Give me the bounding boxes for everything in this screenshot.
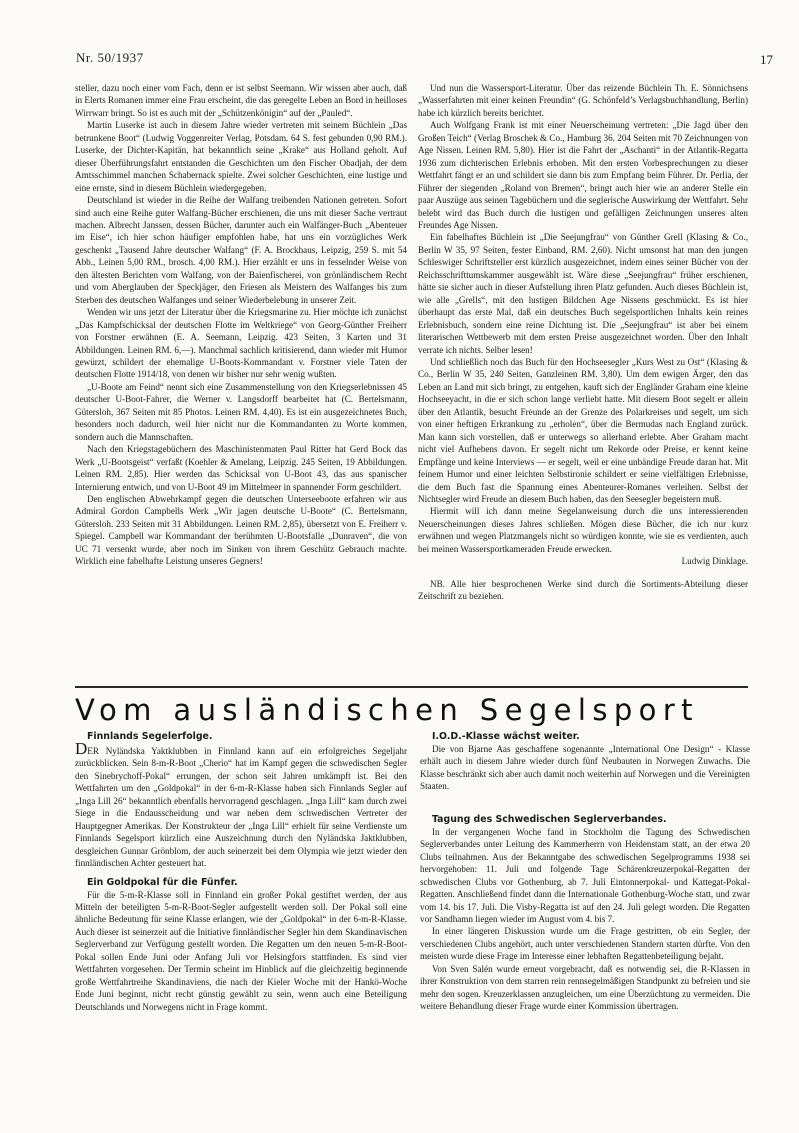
paragraph: Wenden wir uns jetzt der Literatur über die Kriegsmarine zu. Hier möchte ich zunächst „Das Kampfschicksal der deutschen Flotte im Weltkriege“ von Georg-Günther Freiherr von Forstner erwähnen (E. A. Seemann, Leipzig. 423 Seiten, 3 Karten und 31 Abbildungen. Leinen RM. 6,—). Manchmal sachlich kritisierend, dann wieder mit Humor gewürzt, schildert der ehemalige U-Boots-Kommandant v. Forstner viele Taten der deutschen Flotte 1914/18, von denen wir bisher nur sehr wenig wußten. [75,307,407,380]
issue-number: Nr. 50/1937 [76,50,144,65]
section-divider [75,686,748,688]
book-review-column-left [75,82,407,568]
author-signature: Ludwig Dinklage. [681,556,748,567]
paragraph: Und schließlich noch das Buch für den Hochseesegler „Kurs West zu Ost“ (Klasing & Co., Berlin W 35, 240 Seiten, Ganzleinen RM. 3,80). Um dem ewigen Ärger, den das Leben an Land mit sich bringt, zu entgehen, kauft sich der Engländer Graham eine kleine Hochseeyacht, in die er sich schon lange verliebt hatte. Mit diesem Boot segelt er allein über den Atlantik, besucht Freunde an der Grenze des Polarkreises und segelt, um sich von einer heftigen Erkrankung zu „erholen“, über die Bermudas nach England zurück. Man kann sich vorstellen, daß er unterwegs so allerhand erlebte. Aber Graham macht nicht viel Aufhebens davon. Er segelt nicht um Rekorde oder Preise, er kennt keine Empfänge und keine Interviews — er segelt, weil er eine unbändige Freude daran hat. Mit feinem Humor und einer leichten Selbstironie schildert er seine vielfältigen Erlebnisse, die dem Buch fast die Spannung eines Abenteurer-Romanes verleihen. Selbst der Nichtsegler wird Freude an diesem Buch haben, das den Seesegler begeistern muß. [418,356,748,504]
paragraph: Deutschland ist wieder in die Reihe der Walfang treibenden Nationen getreten. Sofort sind auch eine Reihe guter Walfang-Bücher erschienen, die uns mit dieser Sache vertraut machen. Albrecht Janssen, dessen Bücher, darunter auch ein Walfänger-Buch „Abenteuer im Eise“, ich hier schon häufiger empfohlen habe, hat uns ein vorzügliches Werk geschenkt „Tausend Jahre deutscher Walfang“ (F. A. Brockhaus, Leipzig, 259 S. mit 54 Abb., Leinen 5,00 RM., brosch. 4,00 RM.). Hier erzählt er uns in fesselnder Weise von den ältesten Berichten vom Walfang, von der Baienfischerei, von grönländischem Recht und vom Aberglauben der Speckjäger, den Friesen als Meistern des Walfanges bis zum Sterben des deutschen Walfanges und seiner Wiederbelebung in unserer Zeit. [75,195,407,305]
paragraph: Für die 5-m-R-Klasse soll in Finnland ein großer Pokal gestiftet werden, der aus Mitteln der beteiligten 5-m-R-Boot-Segler aufgestellt werden soll. Der Pokal soll eine ähnliche Bedeutung für seine Klasse erlangen, wie der „Goldpokal“ in der 6-m-R-Klasse. Auch dieser ist seinerzeit auf die Initiative finnländischer Segler hin dem Skandinavischen Seglerverband zur Verfügung gestellt worden. Die Regatten um den neuen 5-m-R-Boot-Pokal sollen Ende Juni oder Anfang Juli vor Helsingfors stattfinden. Es sind vier Wettfahrten vorgesehen. Der Termin scheint im Hinblick auf die gleichzeitig beginnende große Wettfahrtreihe Skandinaviens, die nach der Kieler Woche mit der Hankö-Woche Ende Juni beginnt, nicht recht günstig gewählt zu sein, wenn auch eine Beteiligung Deutschlands und Norwegens nicht in Frage kommt. [75,889,407,1012]
foreign-sailing-column-left [75,730,407,1013]
paragraph: Martin Luserke ist auch in diesem Jahre wieder vertreten mit seinem Büchlein „Das betrunkene Boot“ (Ludwig Voggenreiter Verlag, Potsdam. 64 S. fest gebunden 0,90 RM.). Luserke, der Dichter-Kapitän, hat bekanntlich seine „Krake“ aus Holland geholt. Auf dieser Überführungsfahrt entstanden die Geschichten um den Fischer Obadjah, der dem Amtsschimmel manchen Schabernack spielte. Zwei solcher Geschichten, eine lustige und eine ernste, sind in diesem Büchlein wiedergegeben. [75,120,407,193]
subheading: Ein Goldpokal für die Fünfer. [87,876,238,888]
paragraph: steller, dazu noch einer vom Fach, denn er ist selbst Seemann. Wir wissen aber auch, daß in Elerts Romanen immer eine Frau erscheint, die das geregelte Leben an Bord in heilloses Wirrwarr bringt. So ist es auch mit der „Schützenkönigin“ auf der „Pauled“. [75,83,407,118]
foreign-sailing-column-right [420,730,750,1013]
page-number: 17 [760,52,773,67]
book-review-column-right [418,82,748,603]
paragraph: Hiermit will ich dann meine Segelanweisung durch die uns interessierenden Neuerscheinungen dieses Jahres schließen. Mögen diese Bücher, die ich nur kurz erwähnen und wegen Platzmangels nicht so würdigen konnte, wie sie es verdienten, auch bei meinen Wassersportkameraden Freude erwecken. [418,506,748,554]
section-headline: Vom ausländischen Segelsport [75,693,699,727]
paragraph [75,739,407,870]
subheading: Tagung des Schwedischen Seglerverbandes. [432,813,667,825]
paragraph: Von Sven Salén wurde erneut vorgebracht, daß es notwendig sei, die R-Klassen in ihrer Konstruktion von dem starren rein rennsegelmäßigen Standpunkt zu befreien und sie mehr den sogen. Kreuzerklassen anzugleichen, um eine Überzüchtung zu vermeiden. Die weitere Behandlung dieser Frage wurde einer Kommission übertragen. [420,963,750,1012]
paragraph: In der vergangenen Woche fand in Stockholm die Tagung des Schwedischen Seglerverbandes unter Leitung des Kammerherrn von Heidenstam statt, an der etwa 20 Clubs teilnahmen. Aus der Bekanntgabe des schwedischen Segelprogramms 1938 sei hervorgehoben: 11. Juli und folgende Tage Schärenkreuzerpokal-Regatten der schwedischen Clubs vor Gothenburg, ab 7. Juli Eintonnerpokal- und Kattegat-Pokal-Regatten. Anschließend findet dann die Internationale Gothenburg-Woche statt, und zwar vom 14. bis 17. Juli. Die Visby-Regatta ist auf den 24. Juli gelegt worden. Die Regatten vor Sandhamn liegen wieder im August vom 4. bis 7. [420,826,750,924]
subheading: Finnlands Segelerfolge. [87,731,213,742]
paragraph: Nach den Kriegstagebüchern des Maschinistenmaten Paul Ritter hat Gerd Bock das Werk „U-Bootsgeist“ verfaßt (Koehler & Amelang, Leipzig. 245 Seiten, 19 Abbildungen. Leinen RM. 2,85). Hier werden das Schicksal von U-Boot 43, das aus spanischer Internierung entwich, und von U-Boot 49 im Mittelmeer in spannender Form geschildert. [75,444,407,492]
paragraph-text: ER Nyländska Yaktklubben in Finnland kann auf ein erfolgreiches Segeljahr zurückblicken. Sein 8-m-R-Boot „Cherio“ hat im Kampf gegen die schwedischen Segler den Sinebrychoff-Pokal“ errungen, der schon seit Jahren umkämpft ist. Bei den Wettfahrten um den „Goldpokal“ in der 6-m-R-Klasse haben sich Finnlands Segler auf „Inga Lill 26“ bekanntlich ebenfalls hervorragend geschlagen. „Inga Lill“ kam durch zwei Siege in die Endausscheidung und war neben dem schwedischen Vertreter der Hauptgegner Amerikas. Der Konstrukteur der „Inga Lill“ erhielt für seine Verdienste um Finnlands Segelsport kürzlich eine Auszeichnung durch den Nyländska Jaktklubben, desgleichen Gunnar Grönblom, der auch seinerzeit bei dem Olympia wie jetzt wieder den finnländischen Achter gesteuert hat. [75,746,407,869]
paragraph: Ein fabelhaftes Büchlein ist „Die Seejungfrau“ von Günther Grell (Klasing & Co., Berlin W 35, 97 Seiten, fester Einband, RM. 2,60). Nicht umsonst hat man den jungen Schleswiger Schriftsteller erst kürzlich ausgezeichnet, indem eines seiner Bücher von der Reichsschrifttumskammer ausgewählt ist. Wäre diese „Seejungfrau“ früher erschienen, hätte sie sicher auch in dieser Aufstellung ihren Platz gefunden. Auch dieses Büchlein ist, wie alle „Grells“, mit den lustigen Bildchen Age Nissens geschmückt. Es ist hier überhaupt das erste Mal, daß ein deutsches Buch segelsportlichen Inhalts kein reines Erlebnisbuch, sondern eine reine Dichtung ist. Die „Seejungfrau“ ist aber bei einem literarischen Wettbewerb mit dem ersten Preise ausgezeichnet worden. Über den Inhalt verrate ich nichts. Selber lesen! [418,232,748,355]
paragraph: „U-Boote am Feind“ nennt sich eine Zusammenstellung von den Kriegserlebnissen 45 deutscher U-Boot-Fahrer, die Werner v. Langsdorff bearbeitet hat (C. Bertelsmann, Gütersloh, 367 Seiten mit 85 Photos. Leinen RM. 4,40). Es ist ein ausgezeichnetes Buch, besonders noch dadurch, weil hier nicht nur die Kommandanten zu Worte kommen, sondern auch die Mannschaften. [75,381,407,442]
subheading: I.O.D.-Klasse wächst weiter. [432,731,580,742]
paragraph: Den englischen Abwehrkampf gegen die deutschen Unterseeboote erfahren wir aus Admiral Gordon Campbells Werk „Wir jagen deutsche U-Boote“ (C. Bertelsmann, Gütersloh. 233 Seiten mit 31 Abbildungen. Leinen RM. 2,85), übersetzt von E. Freiherr v. Spiegel. Campbell war Kommandant der berühmten U-Bootsfalle „Dunraven“, die von UC 71 versenkt wurde, aber noch im Sinken von ihrem Geschütz Gebrauch machte. Wirklich eine fabelhafte Leistung unseres Gegners! [75,493,407,567]
paragraph: In einer längeren Diskussion wurde um die Frage gestritten, ob ein Segler, der verschiedenen Clubs angehört, auch unter verschiedenen Standern starten dürfte. Von den meisten wurde diese Frage im Interesse einer lebhaften Regattenbeteiligung bejaht. [420,926,750,962]
drop-cap: D [75,739,88,758]
paragraph: Und nun die Wassersport-Literatur. Über das reizende Büchlein Th. E. Sönnichsens „Wasserfahrten mit einer keinen Freundin“ (G. Schönfeld’s Verlagsbuchhandlung, Berlin) habe ich kürzlich bereits berichtet. [418,83,748,118]
paragraph: Die von Bjarne Aas geschaffene sogenannte „International One Design“ - Klasse erhält auch in diesem Jahre wieder durch fünf Neubauten in Norwegen Zuwachs. Die Klasse beschränkt sich aber auch damit noch weiterhin auf Norwegen und die Vereinigten Staaten. [420,744,750,792]
paragraph: Auch Wolfgang Frank ist mit einer Neuerscheinung vertreten: „Die Jagd über den Großen Teich“ (Verlag Broschek & Co., Hamburg 36. 204 Seiten mit 70 Zeichnungen von Age Nissen. Leinen RM. 5,80). Hier ist die Fahrt der „Aschanti“ in der Atlantik-Regatta 1936 zum dichterischen Erlebnis erhoben. Mit den ersten Vorbesprechungen zu dieser Wettfahrt fängt er an und schildert sie dann bis zum Empfang beim Führer. Dr. Perlia, der Führer der siegenden „Roland von Bremen“, bringt auch hier wie an anderer Stelle ein paar Auszüge aus seinen Tagebüchern und die seglerische Auswirkung der Wettfahrt. Sehr belebt wird das Buch durch die lustigen und gefälligen Zeichnungen unseres alten Freundes Age Nissen. [418,120,748,230]
footnote: NB. Alle hier besprochenen Werke sind durch die Sortiments-Abteilung dieser Zeitschrift zu beziehen. [418,578,748,602]
